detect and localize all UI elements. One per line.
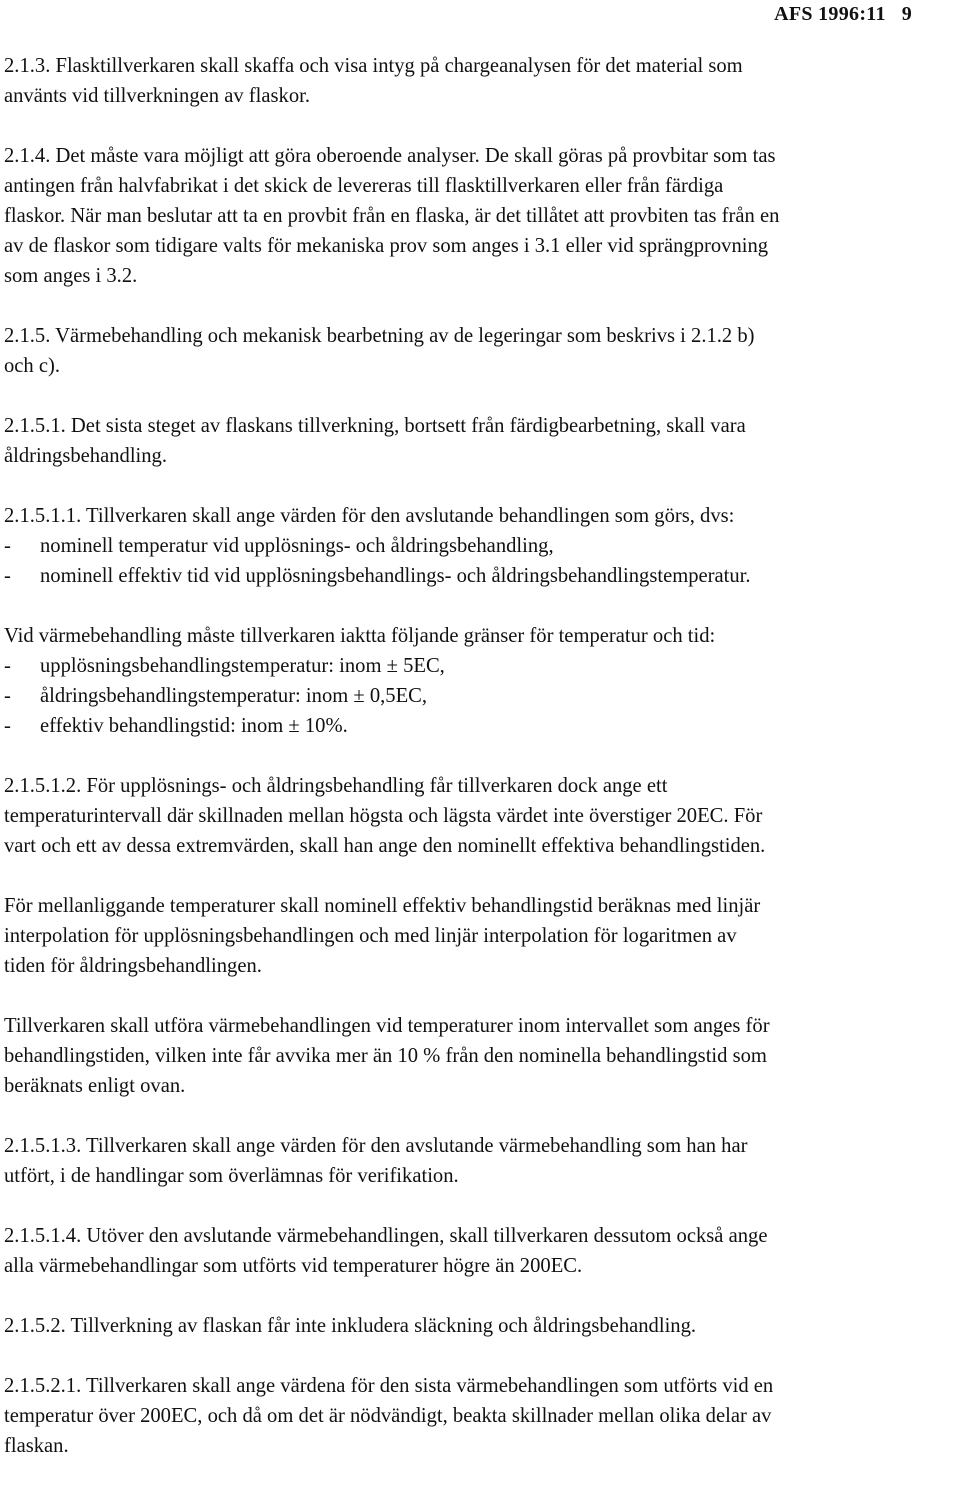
text-line	[4, 201, 959, 231]
text-line	[4, 1311, 959, 1341]
text-line	[4, 1071, 959, 1101]
text-line	[4, 231, 959, 261]
paragraph	[4, 1221, 959, 1281]
list-item	[4, 651, 959, 681]
paragraph	[4, 621, 959, 741]
text-line	[4, 1221, 959, 1251]
line-text: Tillverkaren skall utföra värmebehandlingen vid temperaturer inom intervallet som anges för	[4, 1015, 770, 1037]
line-text: effektiv behandlingstid: inom ± 10%.	[40, 715, 348, 737]
line-text: interpolation för upplösningsbehandlingen och med linjär interpolation för logaritmen av	[4, 925, 737, 947]
page-header	[774, 2, 912, 26]
line-text: 2.1.5.1.4. Utöver den avslutande värmebehandlingen, skall tillverkaren dessutom också ange	[4, 1225, 768, 1247]
text-line	[4, 1431, 959, 1461]
paragraph	[4, 411, 959, 471]
list-dash: -	[4, 655, 11, 677]
paragraph	[4, 501, 959, 591]
line-text: flaskan.	[4, 1435, 69, 1457]
list-item	[4, 711, 959, 741]
text-line	[4, 1041, 959, 1071]
text-line	[4, 171, 959, 201]
list-item	[4, 531, 959, 561]
line-text: temperatur över 200EC, och då om det är nödvändigt, beakta skillnader mellan olika delar av	[4, 1405, 772, 1427]
text-line	[4, 1371, 959, 1401]
text-line	[4, 1161, 959, 1191]
line-text: utfört, i de handlingar som överlämnas för verifikation.	[4, 1165, 459, 1187]
text-line	[4, 621, 959, 651]
text-line	[4, 351, 959, 381]
text-line	[4, 501, 959, 531]
list-dash: -	[4, 565, 11, 587]
line-text: nominell effektiv tid vid upplösningsbehandlings- och åldringsbehandlingstemperatur.	[40, 565, 751, 587]
text-line	[4, 261, 959, 291]
line-text: 2.1.5. Värmebehandling och mekanisk bearbetning av de legeringar som beskrivs i 2.1.2 b)	[4, 325, 755, 347]
text-line	[4, 771, 959, 801]
line-text: åldringsbehandlingstemperatur: inom ± 0,5EC,	[40, 685, 428, 707]
text-line	[4, 1251, 959, 1281]
paragraph	[4, 321, 959, 381]
paragraph	[4, 1011, 959, 1101]
line-text: 2.1.5.1.1. Tillverkaren skall ange värden för den avslutande behandlingen som görs, dvs:	[4, 505, 735, 527]
line-text: temperaturintervall där skillnaden mellan högsta och lägsta värdet inte överstiger 20EC. För	[4, 805, 763, 827]
line-text: som anges i 3.2.	[4, 265, 138, 287]
line-text: För mellanliggande temperaturer skall nominell effektiv behandlingstid beräknas med linjär	[4, 895, 761, 917]
line-text: använts vid tillverkningen av flaskor.	[4, 85, 310, 107]
paragraph	[4, 141, 959, 291]
text-line	[4, 411, 959, 441]
text-line	[4, 831, 959, 861]
line-text: 2.1.4. Det måste vara möjligt att göra oberoende analyser. De skall göras på provbitar som tas	[4, 145, 776, 167]
paragraph	[4, 51, 959, 111]
line-text: behandlingstiden, vilken inte får avvika mer än 10 % från den nominella behandlingstid som	[4, 1045, 767, 1067]
paragraph	[4, 891, 959, 981]
line-text: av de flaskor som tidigare valts för mekaniska prov som anges i 3.1 eller vid sprängprovning	[4, 235, 769, 257]
line-text: flaskor. När man beslutar att ta en provbit från en flaska, är det tillåtet att provbiten tas från en	[4, 205, 780, 227]
list-dash: -	[4, 715, 11, 737]
text-line	[4, 1011, 959, 1041]
list-item	[4, 681, 959, 711]
line-text: och c).	[4, 355, 61, 377]
text-line	[4, 51, 959, 81]
document-body	[4, 51, 959, 1491]
text-line	[4, 891, 959, 921]
text-line	[4, 951, 959, 981]
list-dash: -	[4, 685, 11, 707]
line-text: beräknats enligt ovan.	[4, 1075, 186, 1097]
line-text: 2.1.5.2. Tillverkning av flaskan får inte inkludera släckning och åldringsbehandling.	[4, 1315, 697, 1337]
document-reference: AFS 1996:11	[774, 3, 886, 25]
text-line	[4, 321, 959, 351]
paragraph	[4, 1371, 959, 1461]
list-dash: -	[4, 535, 11, 557]
line-text: Vid värmebehandling måste tillverkaren iaktta följande gränser för temperatur och tid:	[4, 625, 716, 647]
line-text: 2.1.3. Flasktillverkaren skall skaffa och visa intyg på chargeanalysen för det material som	[4, 55, 743, 77]
line-text: 2.1.5.1. Det sista steget av flaskans tillverkning, bortsett från färdigbearbetning, skall vara	[4, 415, 746, 437]
text-line	[4, 921, 959, 951]
text-line	[4, 441, 959, 471]
line-text: antingen från halvfabrikat i det skick de levereras till flasktillverkaren eller från färdiga	[4, 175, 724, 197]
text-line	[4, 1131, 959, 1161]
text-line	[4, 801, 959, 831]
text-line	[4, 81, 959, 111]
line-text: alla värmebehandlingar som utförts vid temperaturer högre än 200EC.	[4, 1255, 583, 1277]
list-item	[4, 561, 959, 591]
text-line	[4, 1401, 959, 1431]
paragraph	[4, 1131, 959, 1191]
paragraph	[4, 1311, 959, 1341]
line-text: nominell temperatur vid upplösnings- och åldringsbehandling,	[40, 535, 554, 557]
line-text: åldringsbehandling.	[4, 445, 168, 467]
line-text: 2.1.5.1.2. För upplösnings- och åldringsbehandling får tillverkaren dock ange ett	[4, 775, 668, 797]
paragraph	[4, 771, 959, 861]
text-line	[4, 141, 959, 171]
line-text: vart och ett av dessa extremvärden, skall han ange den nominellt effektiva behandlingstiden.	[4, 835, 766, 857]
line-text: upplösningsbehandlingstemperatur: inom ± 5EC,	[40, 655, 445, 677]
page-number: 9	[901, 3, 912, 25]
line-text: 2.1.5.2.1. Tillverkaren skall ange värdena för den sista värmebehandlingen som utförts vid en	[4, 1375, 774, 1397]
line-text: 2.1.5.1.3. Tillverkaren skall ange värden för den avslutande värmebehandling som han har	[4, 1135, 748, 1157]
line-text: tiden för åldringsbehandlingen.	[4, 955, 262, 977]
